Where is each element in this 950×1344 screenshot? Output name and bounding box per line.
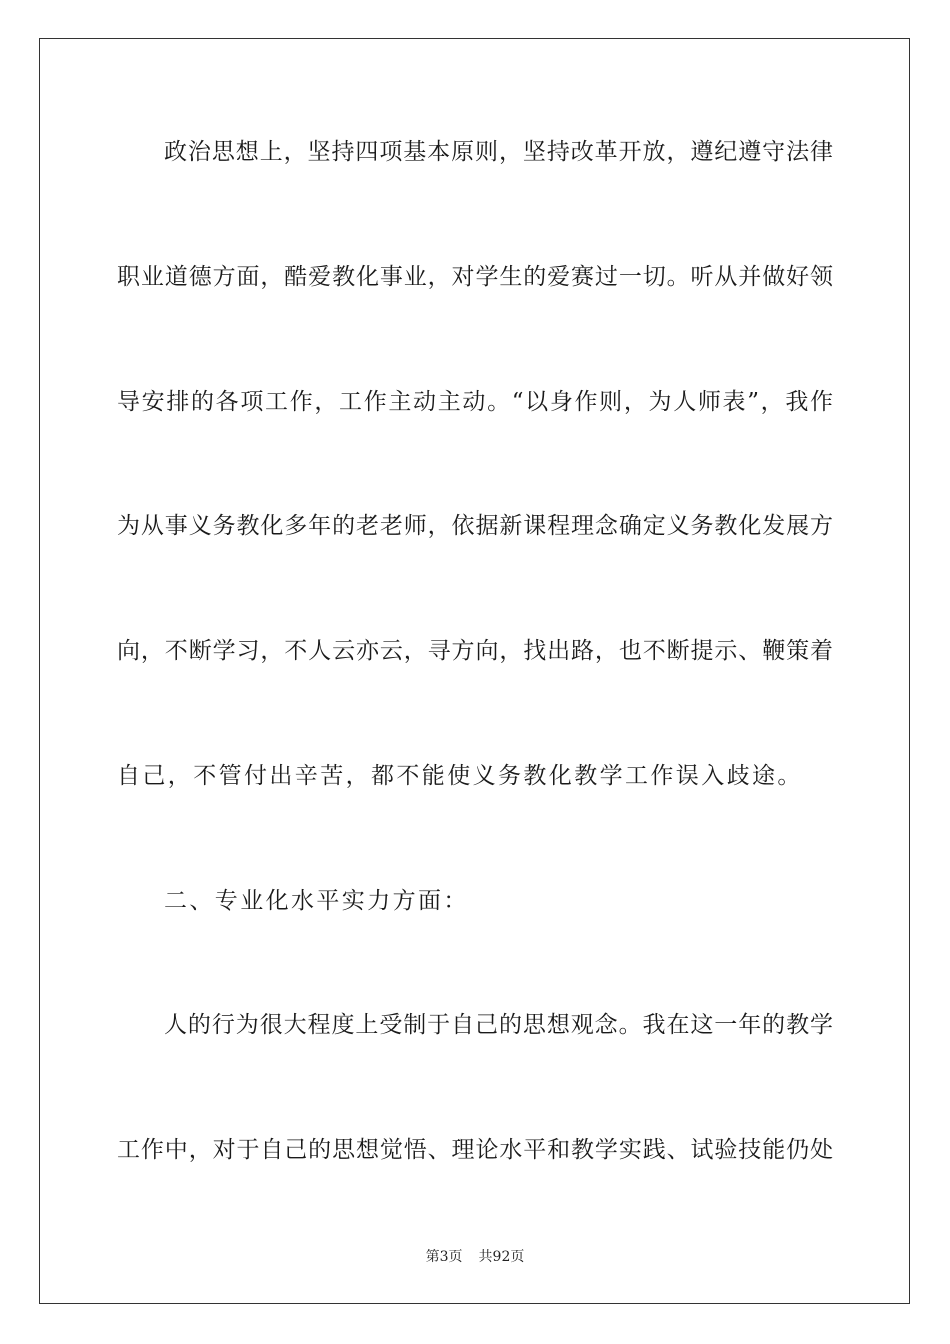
page-number: 第3页 bbox=[425, 1249, 463, 1265]
paragraph-line-8: 工作中，对于自己的思想觉悟、理论水平和教学实践、试验技能仍处 bbox=[117, 1137, 833, 1163]
page-total: 共92页 bbox=[478, 1249, 525, 1265]
paragraph-line-6: 自己，不管付出辛苦，都不能使义务教化教学工作误入歧途。 bbox=[117, 763, 803, 789]
paragraph-line-1: 政治思想上，坚持四项基本原则，坚持改革开放，遵纪遵守法律 bbox=[164, 139, 833, 165]
paragraph-line-7: 人的行为很大程度上受制于自己的思想观念。我在这一年的教学 bbox=[164, 1012, 833, 1038]
paragraph-line-5: 向，不断学习，不人云亦云，寻方向，找出路，也不断提示、鞭策着 bbox=[117, 638, 833, 664]
paragraph-line-3: 导安排的各项工作，工作主动主动。“以身作则，为人师表”，我作 bbox=[117, 389, 833, 415]
paragraph-line-4: 为从事义务教化多年的老老师，依据新课程理念确定义务教化发展方 bbox=[117, 513, 833, 539]
section-heading: 二、专业化水平实力方面： bbox=[164, 888, 469, 914]
page-border bbox=[39, 38, 910, 1304]
paragraph-line-2: 职业道德方面，酷爱教化事业，对学生的爱赛过一切。听从并做好领 bbox=[117, 264, 833, 290]
page-footer bbox=[0, 1248, 950, 1266]
